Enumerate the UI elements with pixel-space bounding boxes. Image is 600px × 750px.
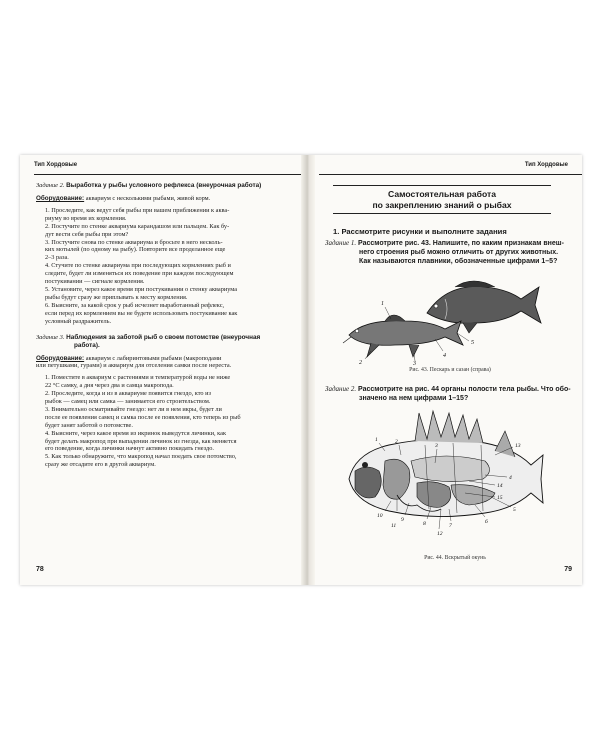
task3-heading: Задание 3. Наблюдения за заботой рыб о своем потомстве (внеурочная работа). xyxy=(36,333,261,349)
task3-step-line: 5. Как только обнаружите, что макропод начал поедать свое потомство, xyxy=(45,453,237,461)
page-number-right: 79 xyxy=(564,566,572,573)
task2-step-line: 5. Установите, через какое время при постукивании о стенку аквариума xyxy=(45,285,238,293)
task3-step-line: 1. Поместите в аквариум с растениями и температурой воды не ниже xyxy=(45,374,231,382)
fig43-illustration xyxy=(335,273,545,365)
task2-step-line: условный раздражитель. xyxy=(45,317,112,325)
task2-step-line: следите, будет ли изменяться их поведение при каждом последующем xyxy=(45,270,234,278)
carp-drawing xyxy=(427,281,541,333)
task3-step-line: его поведение, когда личинки начнут активно покидать гнездо. xyxy=(45,445,214,453)
fig44-label: 11 xyxy=(391,523,397,529)
task3-step-line: 2. Проследите, когда и из в аквариуме появится гнездо, кто из xyxy=(45,390,211,398)
fig44-label: 8 xyxy=(423,521,426,527)
perch-drawing xyxy=(349,411,543,517)
book-spread xyxy=(20,155,582,585)
left-page xyxy=(20,155,301,585)
task2-step-line: рыбы будут сразу же приплывать к месту кормления. xyxy=(45,293,188,301)
fig43-label: 3 xyxy=(413,361,416,365)
right-running-header: Тип Хордовые xyxy=(319,162,582,175)
task2-heading: Задание 2. Выработка у рыбы условного рефлекса (внеурочная работа) xyxy=(36,182,262,189)
task3-step-line: сразу же отсадите его в другой аквариум. xyxy=(45,461,156,469)
fig43-caption: Рис. 43. Пескарь и сазан (справа) xyxy=(409,367,491,373)
task1-text: Задание 1. Рассмотрите рис. 43. Напишите, по каким признакам внеш- него строения рыб можно отличить от других животных. Как называются плавники, обозначенные цифрами 1–5? xyxy=(325,239,564,265)
fig43-label: 5 xyxy=(471,340,474,346)
fig43-label: 4 xyxy=(443,353,446,359)
fig43-label: 1 xyxy=(381,301,384,307)
task3-step-line: 4. Выясните, через какое время из икринок выведутся личинки, как xyxy=(45,429,227,437)
page-title: Самостоятельная работа по закреплению знаний о рыбах xyxy=(333,185,551,214)
fig44-label: 7 xyxy=(449,523,452,529)
page-number-left: 78 xyxy=(36,566,44,573)
gudgeon-drawing xyxy=(343,315,463,357)
task3-steps xyxy=(36,374,301,469)
fig44-label: 15 xyxy=(497,495,503,501)
fig44-illustration xyxy=(345,405,545,535)
fig43-label: 2 xyxy=(359,360,362,365)
task3-step-line: будет делать макропод при выпадении личинок из гнезда, как меняется xyxy=(45,437,237,445)
task2-steps xyxy=(36,207,301,326)
task2-step-line: 2–3 раза. xyxy=(45,254,69,262)
task2-step-line: ких мотылей (по одному на рыбу). Повторите все проделанное еще xyxy=(45,246,226,254)
fig44-label: 12 xyxy=(437,531,443,535)
left-page-body xyxy=(36,182,301,469)
fig44-label: 1 xyxy=(375,437,378,443)
fig44-label: 10 xyxy=(377,513,383,519)
task2-step-line: постукивании — сигнале кормления. xyxy=(45,278,145,286)
section-heading: 1. Рассмотрите рисунки и выполните задания xyxy=(333,227,507,236)
task3-step-line: после ее появления самец и самка после ее появления, кто теперь из рыб xyxy=(45,413,241,421)
task3-equipment: Оборудование: аквариум с лабиринтовыми рыбами (макроподами или петушками, гурами) и аквариум для отселения самки после нереста. xyxy=(36,354,232,370)
task2-step-line: дут вести себя рыбы при этом? xyxy=(45,230,129,238)
task2-equipment: Оборудование: аквариум с несколькими рыбами, живой корм. xyxy=(36,195,211,202)
task2-step-line: 1. Проследите, как ведут себя рыбы при вашем приближении к аква- xyxy=(45,206,230,214)
task2-step-line: 4. Стучите по стенке аквариума при последующих кормлениях рыб и xyxy=(45,262,231,270)
task2-step-line: 6. Выясните, за какой срок у рыб исчезнет выработанный рефлекс, xyxy=(45,301,225,309)
task2-step-line: если перед их кормлением вы не будете использовать постукивание как xyxy=(45,309,238,317)
fig44-label: 9 xyxy=(401,517,404,523)
task3-step-line: рыбок — самец или самка — занимается его строительством. xyxy=(45,398,211,406)
task2-step-line: 3. Постучите снова по стенке аквариума и бросьте в него несколь- xyxy=(45,238,223,246)
fig44-label: 4 xyxy=(509,475,512,481)
task3-step-line: 22 °С самку, а дня через два и самца макропода. xyxy=(45,382,174,390)
fig44-label: 6 xyxy=(485,519,488,525)
task3-step-line: будет занят заботой о потомстве. xyxy=(45,421,133,429)
fig44-label: 5 xyxy=(513,507,516,513)
fig44-label: 2 xyxy=(395,439,398,445)
right-page xyxy=(315,155,582,585)
task3-step-line: 3. Внимательно осматривайте гнездо: нет ли в нем икры, будет ли xyxy=(45,405,222,413)
task2-step-line: риуму во время их кормления. xyxy=(45,214,127,222)
fig44-label: 14 xyxy=(497,483,503,489)
fig44-label: 13 xyxy=(515,443,521,449)
fig44-caption: Рис. 44. Вскрытый окунь xyxy=(424,555,486,561)
task2-text: Задание 2. Рассмотрите на рис. 44 органы полости тела рыбы. Что обо- значено на нем цифрами 1–15? xyxy=(325,385,571,402)
fig44-label: 3 xyxy=(435,443,438,449)
task2-step-line: 2. Постучите по стенке аквариума карандашом или пальцем. Как бу- xyxy=(45,222,230,230)
book-gutter xyxy=(301,155,315,585)
left-running-header: Тип Хордовые xyxy=(34,162,301,175)
